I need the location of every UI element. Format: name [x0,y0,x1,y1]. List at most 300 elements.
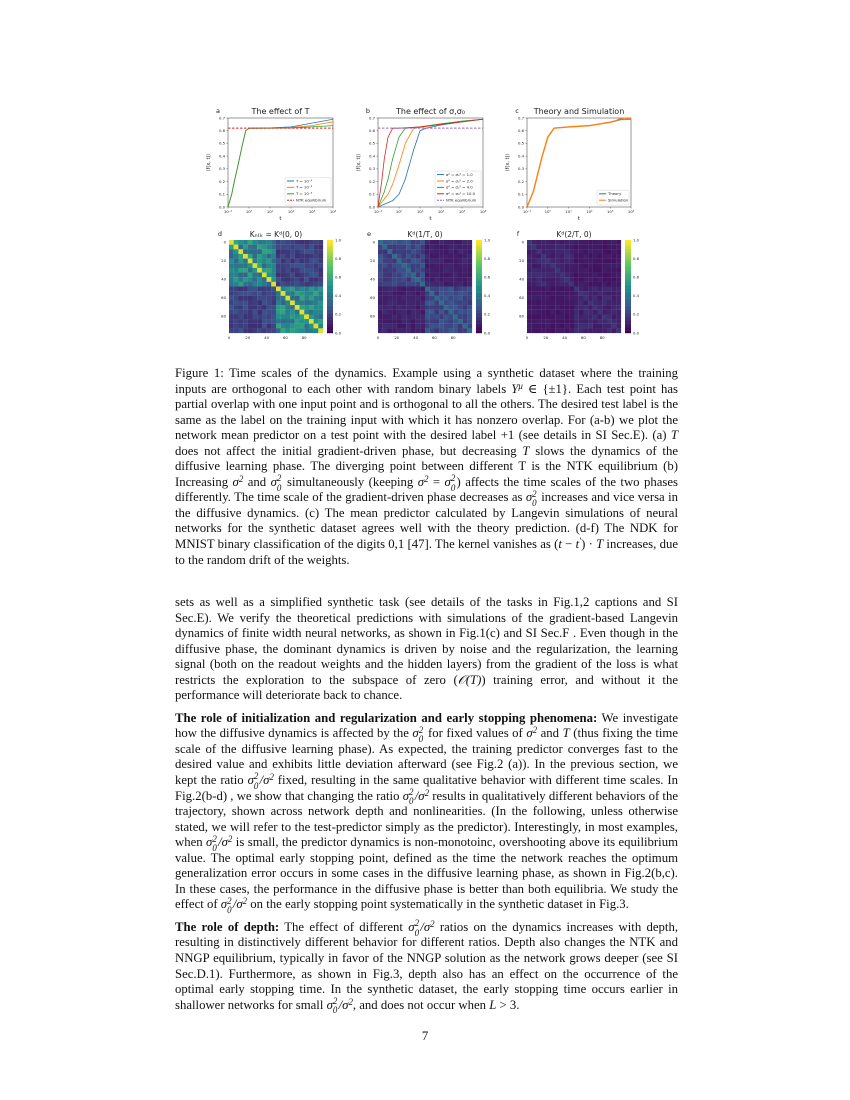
colorbar-segment [625,317,631,320]
x-tick-label: 10² [287,209,295,214]
heatmap-cell [253,268,258,273]
heatmap-cell [387,240,392,245]
math-superscript: 2 [348,996,353,1007]
heatmap-cell [612,300,617,305]
colorbar-segment [625,268,631,271]
heatmap-cell [551,254,556,259]
math-symbol: T [670,428,678,443]
heatmap-cell [555,263,560,268]
colorbar-segment [625,240,631,243]
heatmap-cell [281,249,286,254]
x-tick-label: 60 [431,335,437,340]
heatmap-cell [593,328,598,333]
heatmap-cell [430,273,435,278]
colorbar-segment [476,324,482,327]
panel-label: f [516,230,520,238]
heatmap-cell [397,254,402,259]
heatmap-cell [397,287,402,292]
colorbar-segment [476,263,482,266]
heatmap-cell [579,324,584,329]
heatmap-cell [602,314,607,319]
heatmap-cell [602,254,607,259]
heatmap-cell [458,240,463,245]
y-tick-label: 0.2 [218,178,225,184]
heatmap-cell [425,305,430,310]
colorbar-segment [625,324,631,327]
heatmap-cell [467,305,472,310]
heatmap-cell [253,273,258,278]
heatmap-cell [579,245,584,250]
heatmap-cell [253,287,258,292]
heatmap-cell [314,254,319,259]
heatmap-cell [397,240,402,245]
heatmap-cell [449,240,454,245]
colorbar-segment [476,277,482,280]
heatmap-cell [430,310,435,315]
math-subscript: 0 [418,734,424,745]
heatmap-cell [602,240,607,245]
heatmap-cell [532,249,537,254]
heatmap-cell [276,328,281,333]
page-number: 7 [421,1029,429,1043]
heatmap-cell [411,287,416,292]
heatmap-cell [392,277,397,282]
colorbar-segment [476,249,482,252]
heatmap-cell [602,300,607,305]
heatmap-cell [238,296,243,301]
heatmap-cell [243,249,248,254]
heatmap-cell [588,328,593,333]
heatmap-cell [598,296,603,301]
heatmap-cell [593,296,598,301]
heatmap-cell [551,273,556,278]
heatmap-cell [616,282,621,287]
colorbar-segment [476,310,482,313]
math-subscript: 0 [253,780,259,791]
heatmap-cell [444,291,449,296]
heatmap-cell [416,282,421,287]
heatmap-cell [579,254,584,259]
math-symbol: t [575,537,580,552]
heatmap-cell [463,259,468,264]
heatmap-cell [285,305,290,310]
heatmap-cell [271,319,276,324]
heatmap-cell [430,314,435,319]
heatmap-cell [574,249,579,254]
heatmap-cell [439,287,444,292]
heatmap-cell [541,282,546,287]
heatmap-cell [467,245,472,250]
colorbar-segment [327,275,333,278]
heatmap-cell [607,328,612,333]
colorbar-segment [327,312,333,315]
heatmap-cell [536,268,541,273]
heatmap-cell [267,314,272,319]
heatmap-cell [229,277,234,282]
heatmap-cell [583,287,588,292]
heatmap-cell [262,324,267,329]
heatmap-cell [271,249,276,254]
heatmap-cell [458,310,463,315]
colorbar-segment [476,240,482,243]
heatmap-cell [378,282,383,287]
bold-heading: The role of initialization and regularization and early stopping phenomena: [175,710,598,725]
heatmap-cell [532,296,537,301]
colorbar-segment [476,326,482,329]
heatmap-cell [378,296,383,301]
heatmap-cell [253,249,258,254]
heatmap-cell [276,324,281,329]
math-superscript: 2 [269,772,274,782]
heatmap-cell [271,277,276,282]
math-superscript: 2 [408,786,414,797]
x-tick-label: 10³ [308,209,316,214]
heatmap-cell [304,259,309,264]
text-run: sets as well as a simplified synthetic task (see details of the tasks in Fig.1,2 captions and SI Sec.E). We verify the theoretical predictions with simulations of the gradient-based Langevin dynamics of finite width neural networks, as shown in Fig.1(c) and SI Sec.F . Even though in the diffusive phase, the dominant dynamics is driven by noise and the regularization, the learning signal (both on the readout weights and the hidden layers) from the gradient of the loss is what restricts the exploration to the subspace of zero ( [175,595,678,687]
heatmap-cell [402,296,407,301]
heatmap-cell [257,249,262,254]
heatmap-cell [378,268,383,273]
heatmap-cell [536,310,541,315]
heatmap-cell [551,324,556,329]
heatmap-cell [285,259,290,264]
y-axis-label: ⟨f(x, t)⟩ [356,153,362,172]
heatmap-cell [300,282,305,287]
heatmap-cell [598,287,603,292]
colorbar-segment [327,268,333,271]
heatmap-cell [565,259,570,264]
heatmap-cell [463,310,468,315]
panel-label: a [216,107,220,115]
colorbar-segment [625,270,631,273]
heatmap-cell [588,287,593,292]
heatmap-cell [290,305,295,310]
heatmap-cell [392,328,397,333]
heatmap-cell [439,254,444,259]
heatmap-cell [238,249,243,254]
math-symbol: /σ [414,788,425,803]
heatmap-cell [569,249,574,254]
heatmap-cell [300,319,305,324]
heatmap-cell [378,254,383,259]
panel-label: e [367,230,371,238]
heatmap-cell [392,300,397,305]
heatmap-cell [262,277,267,282]
heatmap-cell [453,291,458,296]
heatmap-cell [402,240,407,245]
heatmap-cell [318,277,323,282]
heatmap-cell [304,263,309,268]
heatmap-cell [588,245,593,250]
colorbar-segment [476,275,482,278]
text-run: results in qualitatively different behaviors of the trajectory, shown across network depth and nonlinearities. (In the following, unless otherwise stated, we will refer to the test-predictor simply as the predictor). Interestingly, in most examples, when [175,788,678,850]
heatmap-cell [295,263,300,268]
heatmap-cell [309,268,314,273]
y-tick-label: 60 [370,295,375,301]
x-tick-label: 10⁰ [245,209,253,214]
heatmap-cell [425,291,430,296]
y-tick-label: 0.6 [218,128,225,134]
heatmap-cell [378,273,383,278]
heatmap-cell [387,254,392,259]
heatmap-cell [612,268,617,273]
heatmap-cell [583,314,588,319]
heatmap-cell [406,277,411,282]
heatmap-cell [551,259,556,264]
heatmap-cell [300,314,305,319]
heatmap-cell [593,268,598,273]
panel-title: Kᵈ(1/T, 0) [407,230,443,239]
heatmap-cell [229,287,234,292]
heatmap-cell [271,310,276,315]
heatmap-cell [527,263,532,268]
heatmap-cell [271,296,276,301]
heatmap-cell [318,240,323,245]
text-run: slows the dynamics of the diffusive learning phase. The diverging point between different T is the NTK equilibrium (b) Increasing [175,443,678,489]
heatmap-cell [262,259,267,264]
heatmap-cell [285,291,290,296]
heatmap-cell [383,291,388,296]
heatmap-cell [406,249,411,254]
colorbar-segment [476,254,482,257]
heatmap-cell [295,245,300,250]
heatmap-cell [425,287,430,292]
heatmap-cell [262,273,267,278]
y-tick-label: 80 [370,313,375,319]
heatmap-cell [612,259,617,264]
heatmap-cell [449,296,454,301]
heatmap-cell [458,324,463,329]
heatmap-cell [295,291,300,296]
heatmap-cell [527,324,532,329]
heatmap-cell [402,300,407,305]
heatmap-cell [598,254,603,259]
heatmap-cell [397,291,402,296]
heatmap-cell [378,287,383,292]
heatmap-cell [234,319,239,324]
heatmap-cell [444,328,449,333]
heatmap-cell [238,319,243,324]
heatmap-cell [285,310,290,315]
heatmap-cell [295,314,300,319]
heatmap-cell [583,328,588,333]
heatmap-cell [583,291,588,296]
heatmap-cell [541,287,546,292]
heatmap-cell [402,263,407,268]
heatmap-cell [593,319,598,324]
heatmap-cell [267,245,272,250]
heatmap-cell [387,273,392,278]
heatmap-cell [434,291,439,296]
heatmap-cell [281,282,286,287]
heatmap-cell [444,249,449,254]
heatmap-cell [392,287,397,292]
heatmap-cell [439,328,444,333]
heatmap-cell [527,287,532,292]
colorbar-segment [327,259,333,262]
heatmap-cell [295,254,300,259]
colorbar-segment [327,284,333,287]
heatmap-cell [281,300,286,305]
heatmap-cell [463,249,468,254]
heatmap-cell [439,296,444,301]
math-symbol: T [522,443,530,458]
heatmap-cell [602,263,607,268]
heatmap-cell [439,263,444,268]
heatmap-cell [536,245,541,250]
heatmap-cell [309,277,314,282]
heatmap-cell [257,319,262,324]
heatmap-cell [527,254,532,259]
heatmap-cell [579,277,584,282]
colorbar-tick-label: 0.6 [335,274,342,280]
y-tick-label: 0.1 [517,191,524,197]
math-symbol: /σ [420,919,431,934]
heatmap-cell [458,268,463,273]
math-superscript: 2 [238,473,244,484]
heatmap-cell [383,254,388,259]
colorbar-tick-label: 0.2 [335,311,342,317]
heatmap-cell [290,249,295,254]
heatmap-cell [281,273,286,278]
heatmap-cell [425,268,430,273]
heatmap-cell [285,328,290,333]
heatmap-cell [569,314,574,319]
heatmap-cell [257,277,262,282]
colorbar-segment [476,293,482,296]
heatmap-cell [569,268,574,273]
heatmap-cell [532,328,537,333]
colorbar-segment [476,307,482,310]
heatmap-cell [290,259,295,264]
heatmap-cell [569,296,574,301]
colorbar-segment [476,247,482,250]
body-text [175,595,678,1020]
colorbar-segment [327,266,333,269]
heatmap-cell [458,245,463,250]
heatmap-cell [588,282,593,287]
heatmap-cell [541,328,546,333]
heatmap-cell [583,310,588,315]
x-tick-label: 60 [580,335,586,340]
heatmap-cell [281,259,286,264]
heatmap-cell [565,328,570,333]
heatmap-cell [583,249,588,254]
heatmap-cell [290,296,295,301]
math-superscript: ′ [579,536,582,546]
heatmap-cell [439,300,444,305]
heatmap-cell [304,300,309,305]
heatmap-cell [546,305,551,310]
x-tick-label: 10⁴ [329,209,337,214]
heatmap-cell [383,305,388,310]
math-superscript: 2 [414,918,420,929]
heatmap-cell [411,240,416,245]
heatmap-cell [276,282,281,287]
heatmap-cell [234,328,239,333]
heatmap-cell [583,300,588,305]
heatmap-cell [309,324,314,329]
colorbar-segment [476,298,482,301]
heatmap-cell [607,310,612,315]
heatmap-cell [555,324,560,329]
heatmap-cell [463,282,468,287]
heatmap-cell [238,277,243,282]
heatmap-cell [560,277,565,282]
heatmap-cell [612,328,617,333]
heatmap-cell [248,240,253,245]
heatmap-cell [248,263,253,268]
y-tick-label: 0.3 [368,166,375,172]
heatmap-cell [248,291,253,296]
heatmap-cell [598,282,603,287]
heatmap-cell [551,282,556,287]
heatmap-cell [453,254,458,259]
heatmap-cell [411,273,416,278]
heatmap-cell [458,249,463,254]
heatmap-cell [281,277,286,282]
heatmap-cell [416,300,421,305]
heatmap-cell [285,263,290,268]
heatmap-cell [439,319,444,324]
colorbar-segment [327,263,333,266]
heatmap-cell [541,263,546,268]
heatmap-cell [444,263,449,268]
heatmap-cell [607,249,612,254]
heatmap-cell [602,328,607,333]
colorbar-segment [327,298,333,301]
math-symbol: σ [220,897,228,912]
heatmap-cell [383,259,388,264]
heatmap-cell [453,245,458,250]
heatmap-cell [607,282,612,287]
heatmap-cell [309,328,314,333]
heatmap-cell [555,282,560,287]
heatmap-cell [253,324,258,329]
heatmap-cell [285,249,290,254]
heatmap-cell [449,305,454,310]
heatmap-cell [532,287,537,292]
heatmap-cell [536,273,541,278]
heatmap-cell [598,300,603,305]
heatmap-cell [262,319,267,324]
y-tick-label: 0.4 [517,153,524,159]
heatmap-cell [616,259,621,264]
colorbar-segment [476,261,482,264]
colorbar-segment [476,259,482,262]
heatmap-cell [420,287,425,292]
heatmap-cell [444,324,449,329]
heatmap-cell [392,314,397,319]
heatmap-cell [300,324,305,329]
heatmap-cell [430,305,435,310]
heatmap-cell [593,287,598,292]
colorbar-segment [625,277,631,280]
colorbar-segment [625,300,631,303]
panel-label: b [365,107,371,115]
heatmap-cell [243,287,248,292]
heatmap-cell [565,273,570,278]
heatmap-cell [579,328,584,333]
heatmap-cell [536,240,541,245]
heatmap-cell [612,314,617,319]
colorbar-segment [625,284,631,287]
heatmap-cell [318,319,323,324]
legend-label: Simulation [608,197,629,203]
colorbar-segment [327,289,333,292]
heatmap-cell [257,245,262,250]
colorbar-segment [327,254,333,257]
